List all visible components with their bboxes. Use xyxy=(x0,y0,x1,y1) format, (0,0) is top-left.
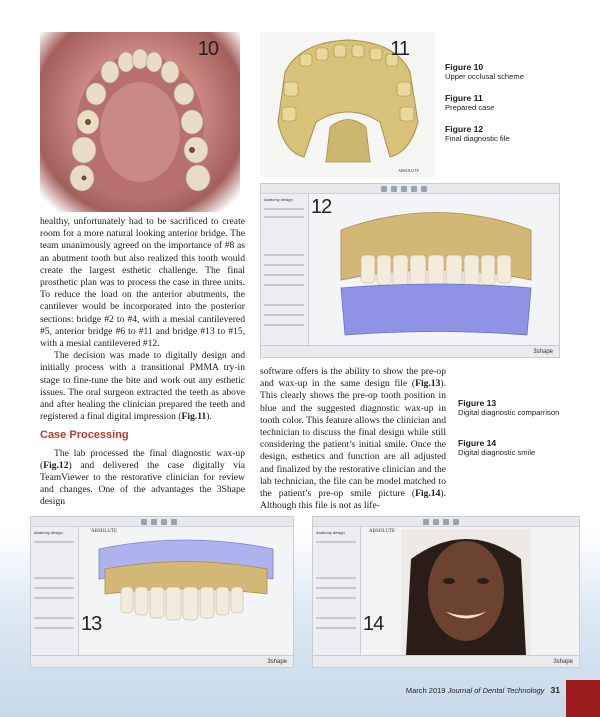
panel-title: Anatomy design xyxy=(264,197,293,202)
3shape-logo: 3shape xyxy=(533,349,553,355)
tool-icon xyxy=(391,186,397,192)
figure-11-number: 11 xyxy=(390,38,409,60)
tool-icon xyxy=(381,186,387,192)
tool-icon xyxy=(411,186,417,192)
figure-14-number: 14 xyxy=(363,613,384,635)
article-column-left xyxy=(40,216,245,509)
figure-10-number: 10 xyxy=(197,38,218,60)
figure-14-image xyxy=(312,516,580,668)
wax-up-model-render xyxy=(331,200,541,340)
figure-13-logo: ABSOLUTE xyxy=(91,529,118,534)
journal-name: Journal of Dental Technology xyxy=(447,686,545,695)
figure-14-logo: ABSOLUTE xyxy=(369,529,396,534)
pre-op-comparison-render xyxy=(91,539,281,639)
page-tab xyxy=(566,680,600,717)
smile-photo xyxy=(401,529,531,655)
figure-10-image xyxy=(40,32,240,212)
figure-13-number: 13 xyxy=(81,613,102,635)
paragraph: The lab processed the final diagnostic wax-up (Fig.12) and delivered the case digitally via TeamViewer to the restorative clinician for review and changes. One of the advantages the 3Shape design xyxy=(40,447,245,508)
software-side-panel: Anatomy design xyxy=(31,527,79,655)
issue-date: March 2019 xyxy=(405,686,446,695)
figure-11-image xyxy=(260,32,435,177)
figure-13-caption: Figure 13 Digital diagnostic comparrison xyxy=(458,398,560,417)
figure-12-caption: Figure 12 Final diagnostic file xyxy=(445,124,510,143)
software-toolbar xyxy=(313,517,579,527)
paragraph: healthy, unfortunately had to be sacrificed to create room for a more natural looking anterior bridge. The team unanimously agreed on the importance of #8 as an abutment tooth but also realized this tooth would create the largest esthetic challenge. The final prosthetic plan was to process the case in three units. To reduce the load on the anterior abutments, the cantilever would be incorporated into the posterior sections: bridge #2 to #4, with a mesial cantilevered #5, anterior bridge #6 to #11 and bridge #13 to #15, with a mesial cantilevered #12. xyxy=(40,216,245,350)
tool-icon xyxy=(421,186,427,192)
figure-12-number: 12 xyxy=(311,196,332,218)
figure-reference: Fig.13 xyxy=(415,378,441,390)
figure-13-image xyxy=(30,516,294,668)
page-footer xyxy=(406,685,560,695)
figure-12-image xyxy=(260,183,560,358)
figure-11-caption: Figure 11 Prepared case xyxy=(445,93,495,112)
article-column-right xyxy=(260,366,446,512)
figure-10-caption: Figure 10 Upper occlusal scheme xyxy=(445,62,524,81)
software-statusbar xyxy=(261,345,559,357)
tool-icon xyxy=(401,186,407,192)
software-statusbar: 3shape xyxy=(31,655,293,667)
paragraph: The decision was made to digitally design and initially process with a transitional PMMA try-in stage to fine-tune the bite and work out any esthetic issues. The oral surgeon extracted the teeth as above and after healing the clinician prepared the teeth and registered a final digital impression (Fig.11). xyxy=(40,350,245,423)
page-number: 31 xyxy=(550,685,560,695)
software-side-panel: Anatomy design xyxy=(313,527,361,655)
figure-reference: Fig.12 xyxy=(43,459,69,471)
software-statusbar: 3shape xyxy=(313,655,579,667)
figure-11-logo: ABSOLUTE xyxy=(398,168,419,173)
figure-14-caption: Figure 14 Digital diagnostic smile xyxy=(458,438,536,457)
software-toolbar xyxy=(261,184,559,194)
figure-reference: Fig.14 xyxy=(415,488,441,500)
software-side-panel xyxy=(261,194,309,345)
section-heading: Case Processing xyxy=(40,429,129,442)
figure-reference: Fig.11 xyxy=(181,411,207,423)
software-toolbar xyxy=(31,517,293,527)
paragraph: software offers is the ability to show the pre-op and wax-up in the same design file (Fig.13). This clearly shows the pre-op tooth position in blue and the suggested diagnostic wax-up in tooth color. This feature allows the clinician and technician to discuss the final design while still considering the patient’s initial smile. Once the design, esthetics and function are all adjusted and finalized by the restorative clinician and the lab technician, the file can be model matched to the patient’s pre-op smile picture (Fig.14). Although this file is not as life- xyxy=(260,366,446,512)
